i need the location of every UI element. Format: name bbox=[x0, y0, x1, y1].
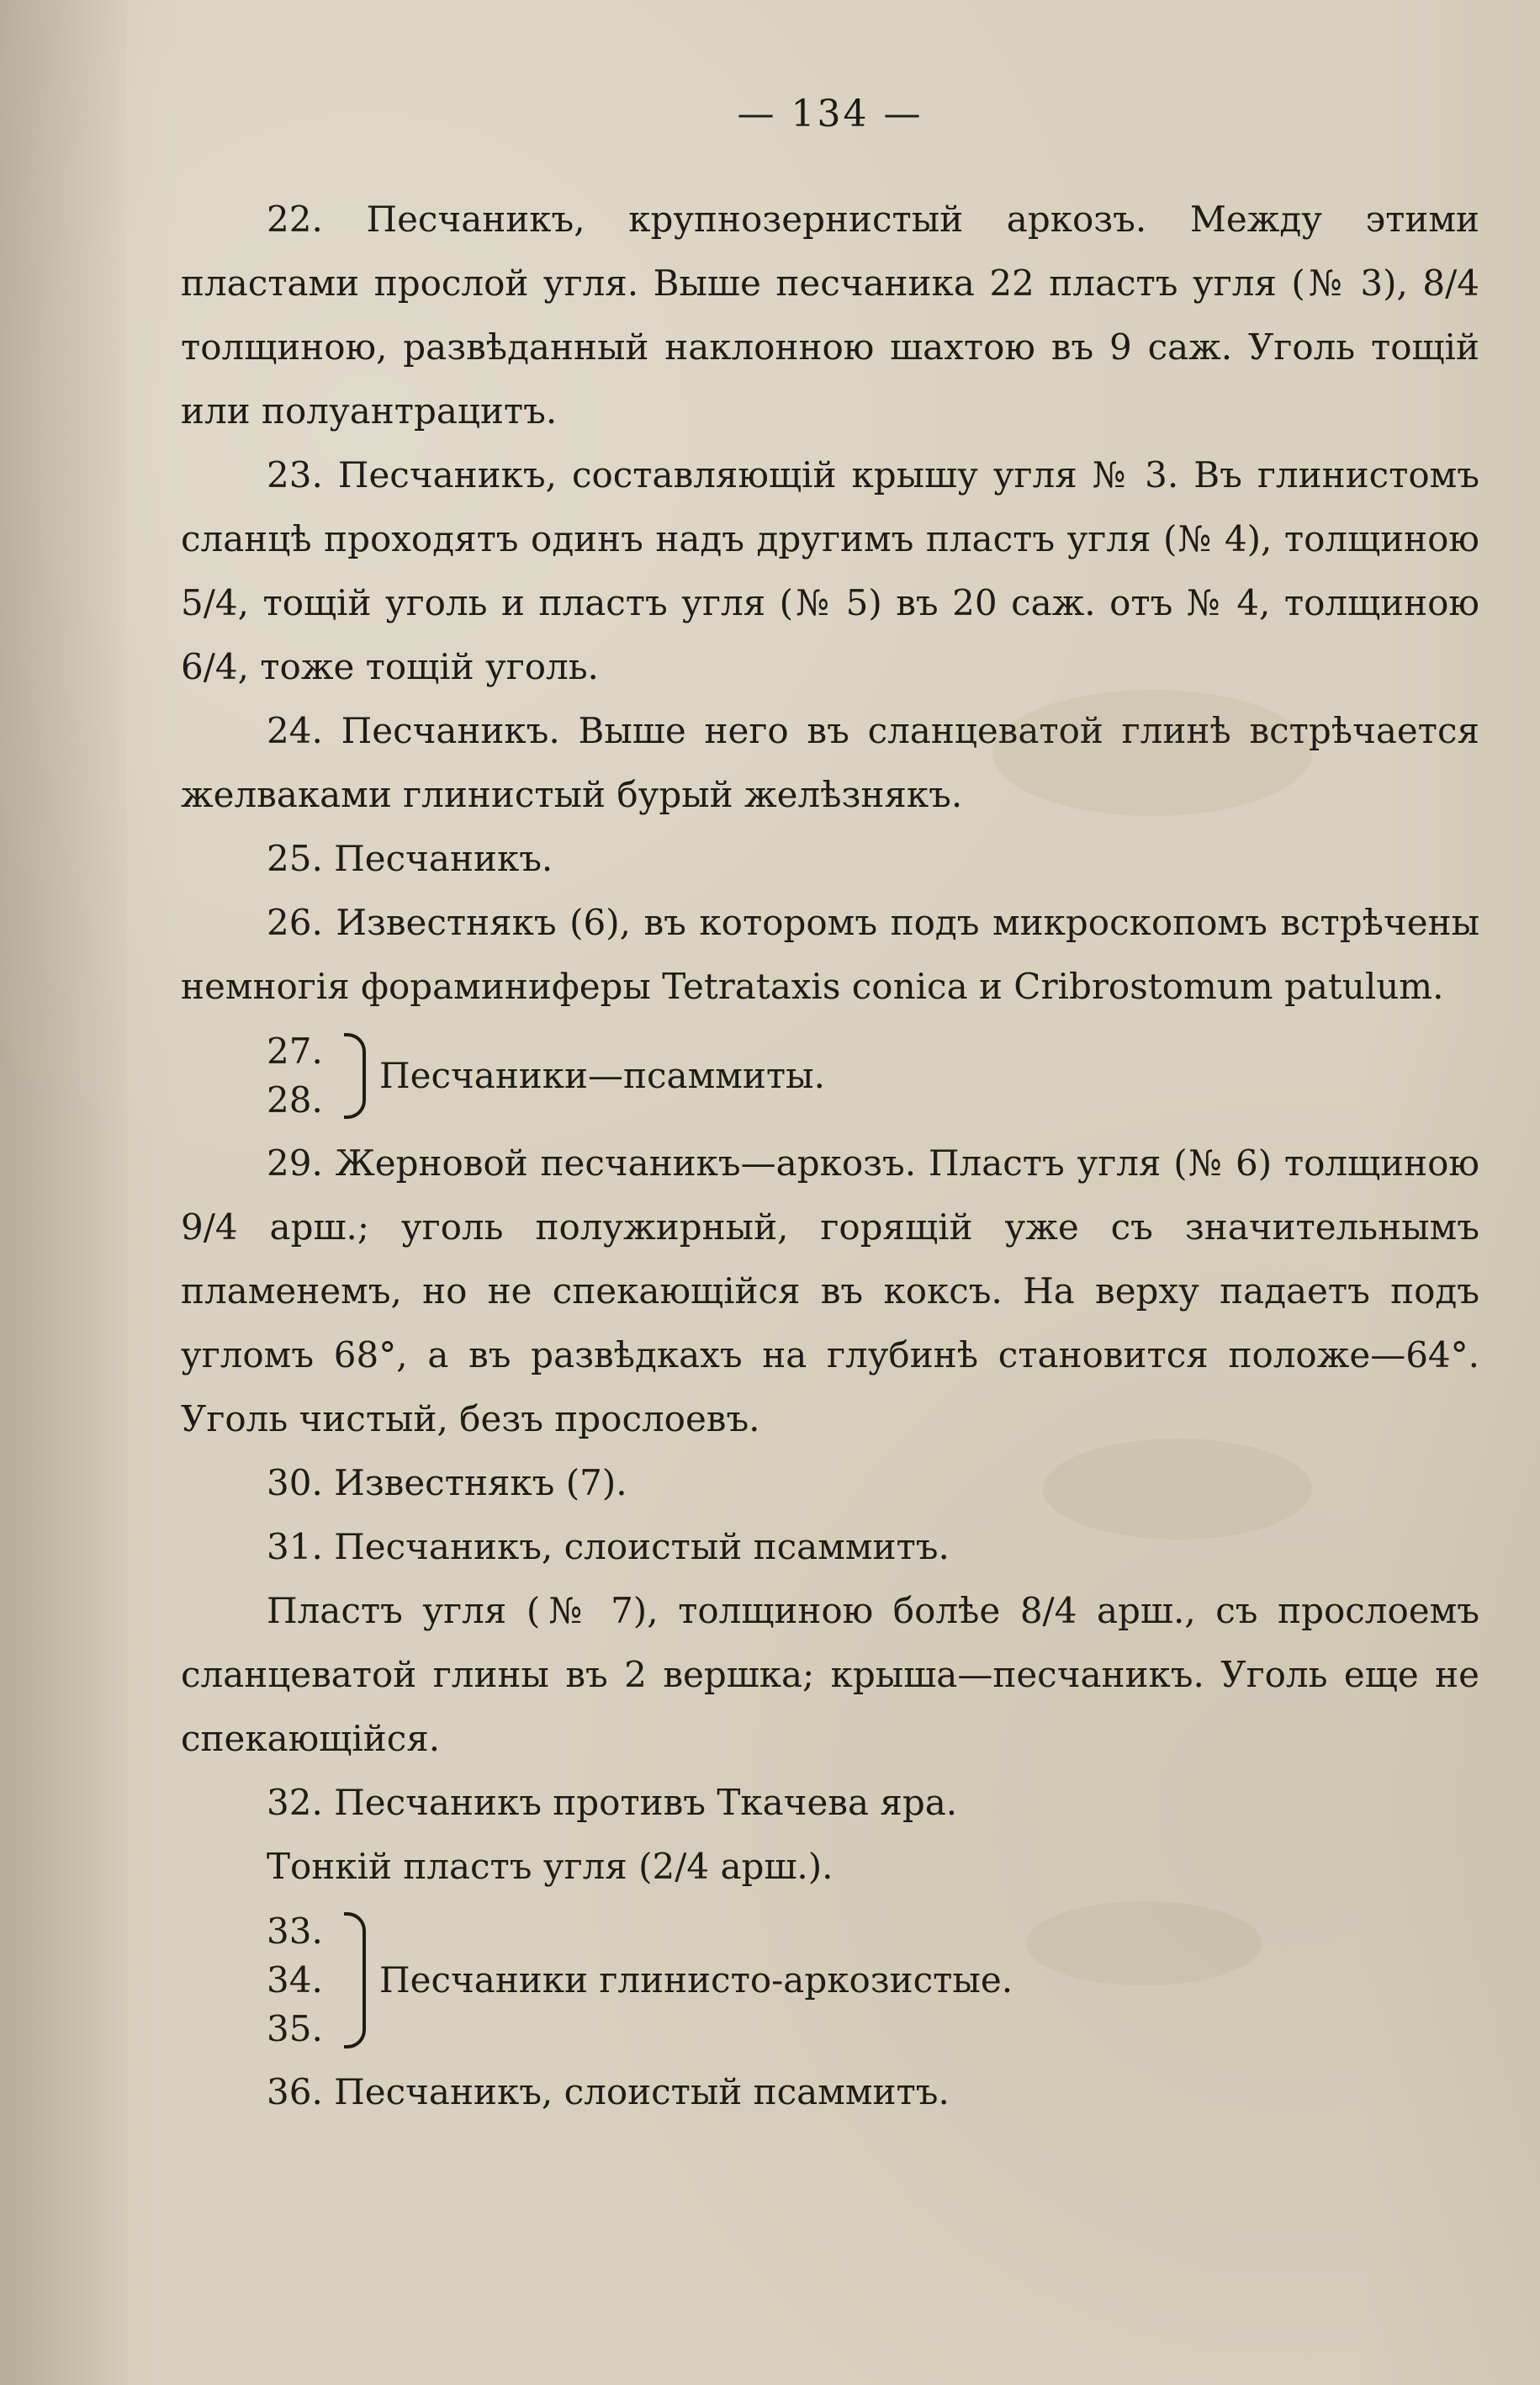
paragraph-coal-7: Пластъ угля (№ 7), толщиною болѣе 8/4 арш., съ прослоемъ сланцеватой глины въ 2 вершка; крыша—песчаникъ. Уголь еще не спекающійся. bbox=[181, 1590, 1479, 1759]
paragraph-thin-coal: Тонкій пластъ угля (2/4 арш.). bbox=[267, 1846, 834, 1887]
paragraph-36: 36. Песчаникъ, слоистый псаммитъ. bbox=[267, 2071, 950, 2112]
paragraph-29: 29. Жерновой песчаникъ—аркозъ. Пластъ угля (№ 6) толщиною 9/4 арш.; уголь полужирный, горящій уже съ значительнымъ пламенемъ, но не спекающійся въ коксъ. На верху падаетъ подъ угломъ 68°, а въ развѣдкахъ на глубинѣ становится положе—64°. Уголь чистый, безъ прослоевъ. bbox=[181, 1142, 1479, 1439]
paragraph-26: 26. Известнякъ (6), въ которомъ подъ микроскопомъ встрѣчены немногія фораминиферы Tetrataxis conica и Cribrostomum patulum. bbox=[181, 902, 1479, 1007]
entry-number-27: 27. bbox=[267, 1031, 323, 1072]
paragraph-31: 31. Песчаникъ, слоистый псаммитъ. bbox=[267, 1526, 950, 1567]
paragraph-32: 32. Песчаникъ противъ Ткачева яра. bbox=[267, 1782, 958, 1823]
paragraph-30: 30. Известнякъ (7). bbox=[267, 1462, 627, 1503]
group-label: Песчаники глинисто-аркозистые. bbox=[379, 1959, 1013, 2001]
paragraph-25: 25. Песчаникъ. bbox=[267, 838, 553, 879]
group-label: Песчаники—псаммиты. bbox=[379, 1055, 825, 1096]
paragraph-23: 23. Песчаникъ, составляющій крышу угля № 3. Въ глинистомъ сланцѣ проходятъ одинъ надъ другимъ пластъ угля (№ 4), толщиною 5/4, тощій уголь и пластъ угля (№ 5) въ 20 саж. отъ № 4, толщиною 6/4, тоже тощій уголь. bbox=[181, 454, 1479, 687]
page-number: — 134 — bbox=[737, 93, 923, 135]
right-brace-icon bbox=[344, 1033, 366, 1119]
bracket-numbers bbox=[267, 1907, 344, 2054]
paragraph-22: 22. Песчаникъ, крупнозернистый аркозъ. Между этими пластами прослой угля. Выше песчаника 22 пластъ угля (№ 3), 8/4 толщиною, развѣданный наклонною шахтою въ 9 саж. Уголь тощій или полуантрацитъ. bbox=[181, 199, 1479, 432]
bracket-group-27-28 bbox=[267, 1027, 1479, 1125]
bracket-group-33-35 bbox=[267, 1907, 1479, 2054]
entry-number-28: 28. bbox=[267, 1079, 323, 1121]
entry-number-33: 33. bbox=[267, 1911, 323, 1952]
right-brace-icon bbox=[344, 1912, 366, 2048]
entry-number-34: 34. bbox=[267, 1959, 323, 2001]
bracket-numbers bbox=[267, 1027, 344, 1125]
paragraph-24: 24. Песчаникъ. Выше него въ сланцеватой глинѣ встрѣчается желваками глинистый бурый желѣзнякъ. bbox=[181, 710, 1479, 815]
entry-number-35: 35. bbox=[267, 2008, 323, 2049]
